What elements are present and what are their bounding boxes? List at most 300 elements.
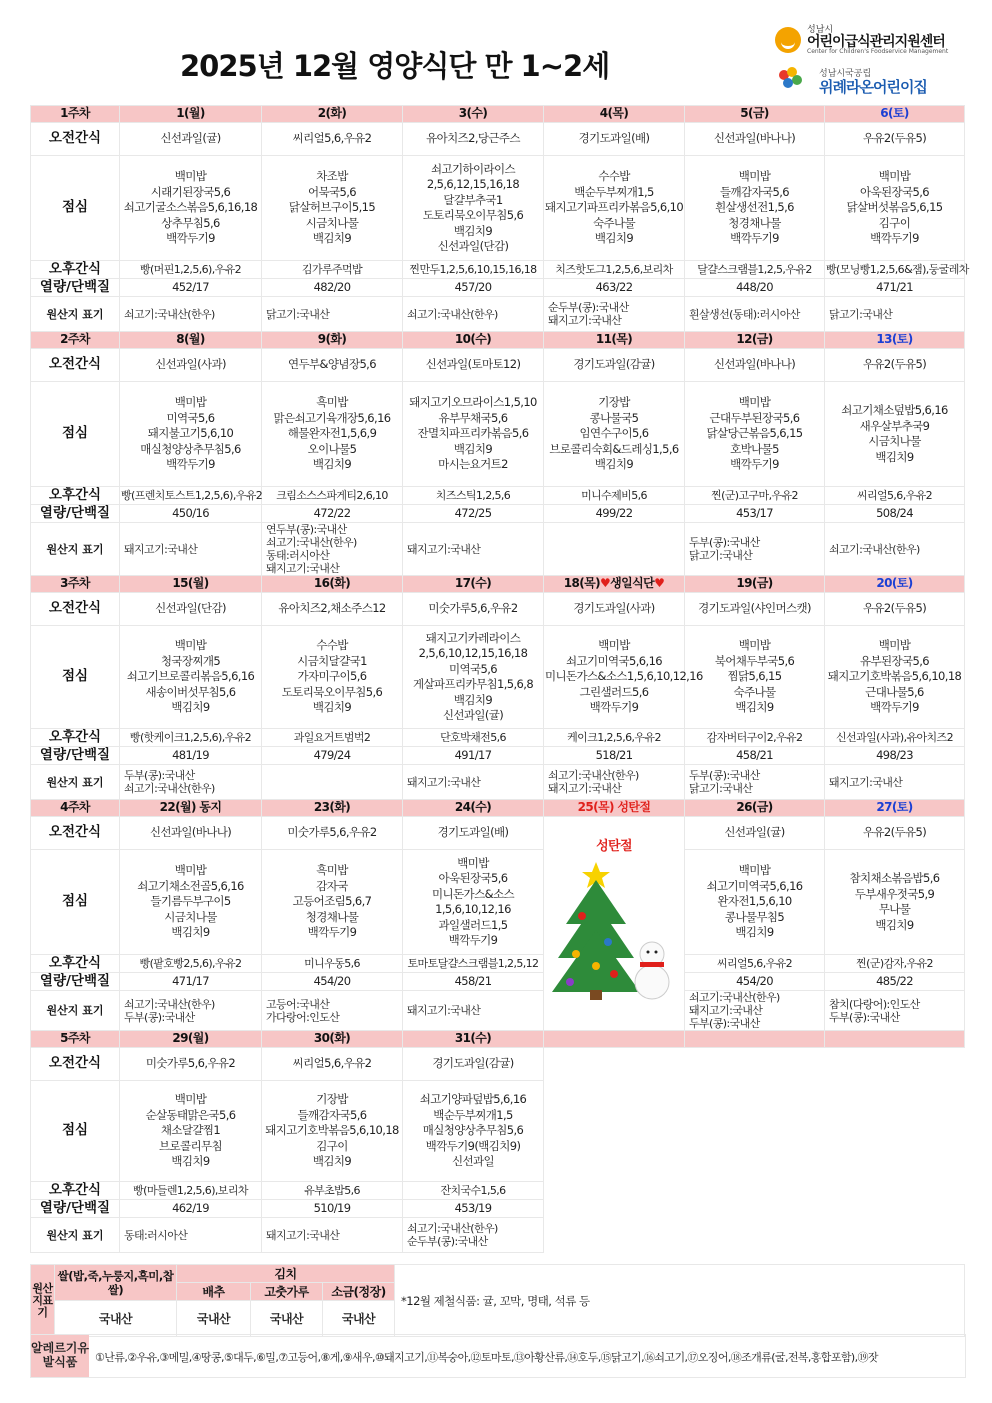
origin-item: 돼지고기:국내산	[548, 314, 622, 327]
lunch-menu-cell	[262, 1081, 403, 1182]
origin-cell	[262, 1218, 403, 1253]
origin-cell	[262, 297, 403, 332]
lunch-menu-item: 도토리묵오이무침5,6	[281, 684, 383, 699]
lunch-menu-item: 백김치9	[171, 700, 210, 715]
lunch-menu-cell	[120, 1081, 262, 1182]
lunch-menu-item: 미니돈가스&소스	[432, 886, 514, 901]
kcal-protein-cell: 508/24	[825, 505, 965, 523]
lunch-menu-cell	[544, 382, 685, 487]
am-row-label: 오전간식	[31, 1048, 120, 1081]
lunch-menu-item: 아욱된장국5,6	[859, 184, 930, 199]
origin-cell	[544, 523, 685, 576]
empty-cell	[544, 1081, 685, 1182]
empty-cell	[825, 1031, 965, 1048]
lunch-menu-item: 쇠고기하이라이스	[430, 161, 516, 176]
lunch-row-label: 점심	[31, 382, 120, 487]
lunch-menu-item: 찜닭5,6,15	[727, 669, 782, 684]
lunch-menu-item: 백깍두기9	[166, 457, 215, 472]
week-label: 2주차	[31, 332, 120, 349]
lunch-menu-item: 백깍두기9	[870, 700, 919, 715]
morning-snack-cell: 신선과일(귤)	[685, 817, 825, 850]
afternoon-snack-cell: 빵(핫케이크1,2,5,6),우유2	[120, 729, 262, 747]
origin-row	[31, 765, 965, 800]
am-row	[31, 1048, 965, 1081]
origin-cell	[403, 297, 544, 332]
lunch-menu-item: 해물완자전1,5,6,9	[287, 426, 377, 441]
empty-cell	[544, 1200, 685, 1218]
origin-item: 순두부(콩):국내산	[548, 301, 629, 314]
lunch-menu-item: 백깍두기9	[870, 231, 919, 246]
lunch-menu-item: 매실청양상추무침5,6	[140, 441, 241, 456]
lunch-menu-item: 순살동태맑은국5,6	[145, 1107, 236, 1122]
origin-item: 두부(콩):국내산	[124, 769, 195, 782]
origin-item: 쇠고기:국내산(한우)	[548, 769, 639, 782]
lunch-menu-item: 백미밥	[738, 638, 771, 653]
lunch-menu-item: 돼지고기오므라이스1,5,10	[409, 395, 537, 410]
lunch-menu-item: 숙주나물	[592, 215, 636, 230]
origin-item: 닭고기:국내산	[689, 549, 753, 562]
am-row-label: 오전간식	[31, 349, 120, 382]
day-header: 23(화)	[262, 800, 403, 817]
origin-cell	[403, 991, 544, 1031]
origin-cell	[825, 297, 965, 332]
center-city: 성남시	[807, 25, 834, 35]
lunch-menu-cell	[544, 156, 685, 261]
lunch-row-label: 점심	[31, 1081, 120, 1182]
cabbage-header: 배추	[177, 1283, 251, 1301]
lunch-menu-item: 채소달걀찜1	[160, 1123, 221, 1138]
salt-origin: 국내산	[323, 1301, 395, 1337]
lunch-row	[31, 156, 965, 261]
am-row-label: 오전간식	[31, 593, 120, 626]
lunch-menu-item: 두부새우젓국5,9	[854, 886, 935, 901]
lunch-menu-item: 콩나물국5	[589, 410, 639, 425]
kcal-row-label: 열량/단백질	[31, 279, 120, 297]
kcal-row	[31, 973, 965, 991]
lunch-menu-cell	[403, 626, 544, 729]
day-header: 11(목)	[544, 332, 685, 349]
christmas-tree-illustration	[552, 854, 676, 1004]
empty-cell	[825, 1048, 965, 1081]
lunch-menu-item: 백순두부찌개1,5	[574, 184, 654, 199]
lunch-menu-item: 백미밥	[457, 855, 489, 870]
lunch-menu-item: 미니돈가스&소스1,5,6,10,12,16	[545, 669, 703, 684]
afternoon-snack-cell: 미니우동5,6	[262, 955, 403, 973]
lunch-menu-item: 상추무침5,6	[161, 215, 220, 230]
lunch-menu-item: 오이나물5	[307, 441, 357, 456]
lunch-menu-item: 백깍두기9	[730, 231, 779, 246]
pepper-header: 고춧가루	[251, 1283, 323, 1301]
lunch-menu-item: 수수밥	[316, 638, 348, 653]
lunch-menu-cell	[120, 156, 262, 261]
lunch-menu-item: 백김치9	[875, 449, 914, 464]
origin-item: 돼지고기:국내산	[407, 542, 481, 556]
lunch-menu-item: 임연수구이5,6	[579, 426, 649, 441]
lunch-menu-item: 맑은쇠고기육개장5,6,16	[273, 410, 391, 425]
afternoon-snack-cell: 씨리얼5,6,우유2	[685, 955, 825, 973]
lunch-menu-item: 잔멸치파프리카볶음5,6	[417, 426, 529, 441]
lunch-menu-item: 백미밥	[174, 169, 207, 184]
origin-row	[31, 991, 965, 1031]
center-english: Center for Children's Foodservice Management	[807, 48, 949, 55]
center-name: 어린이급식관리지원센터	[807, 34, 945, 50]
origin-cell	[544, 297, 685, 332]
lunch-menu-item: 돼지고기호박볶음5,6,10,18	[265, 1123, 399, 1138]
origin-item: 가다랑어:인도산	[266, 1010, 340, 1024]
lunch-menu-item: 백미밥	[878, 638, 911, 653]
origin-item: 쇠고기:국내산(한우)	[689, 991, 780, 1004]
pm-row-label: 오후간식	[31, 487, 120, 505]
afternoon-snack-cell: 잔치국수1,5,6	[403, 1182, 544, 1200]
lunch-menu-item: 백김치9	[735, 925, 774, 940]
lunch-menu-item: 백깍두기9	[166, 231, 215, 246]
morning-snack-cell: 신선과일(사과)	[120, 349, 262, 382]
lunch-menu-cell	[262, 156, 403, 261]
kcal-protein-cell: 453/19	[403, 1200, 544, 1218]
kcal-protein-cell: 454/20	[685, 973, 825, 991]
kcal-protein-cell: 518/21	[544, 747, 685, 765]
lunch-menu-item: 매실청양상추무침5,6	[422, 1123, 524, 1138]
lunch-menu-item: 백김치9	[312, 231, 352, 246]
pm-row	[31, 261, 965, 279]
empty-cell	[685, 1048, 825, 1081]
morning-snack-cell: 연두부&양념장5,6	[262, 349, 403, 382]
kcal-protein-cell: 491/17	[403, 747, 544, 765]
morning-snack-cell: 신선과일(바나나)	[685, 123, 825, 156]
afternoon-snack-cell: 빵(팥호빵2,5,6),우유2	[120, 955, 262, 973]
lunch-menu-item: 흰살생선전1,5,6	[715, 200, 794, 215]
morning-snack-cell: 우유2(두유5)	[825, 817, 965, 850]
origin-footer-table	[30, 1264, 965, 1337]
lunch-menu-item: 감자국	[316, 878, 348, 893]
pm-row-label: 오후간식	[31, 1182, 120, 1200]
morning-snack-cell: 우유2(두유5)	[825, 349, 965, 382]
lunch-menu-item: 백미밥	[174, 1092, 207, 1107]
afternoon-snack-cell: 미니수제비5,6	[544, 487, 685, 505]
kcal-row	[31, 747, 965, 765]
lunch-menu-item: 차조밥	[316, 169, 348, 184]
empty-cell	[685, 1031, 825, 1048]
origin-cell	[262, 765, 403, 800]
morning-snack-cell: 미숫가루5,6,우유2	[403, 593, 544, 626]
day-header: 19(금)	[685, 576, 825, 593]
footer-side-label: 원산지표기	[31, 1265, 55, 1337]
lunch-menu-item: 브로콜리무침	[158, 1138, 223, 1153]
day-header: 6(토)	[825, 106, 965, 123]
morning-snack-cell: 신선과일(바나나)	[685, 349, 825, 382]
week-label: 4주차	[31, 800, 120, 817]
lunch-menu-item: 새송이버섯무침5,6	[145, 684, 236, 699]
origin-item: 돼지고기:국내산	[407, 1004, 481, 1017]
kcal-row-label: 열량/단백질	[31, 1200, 120, 1218]
kcal-protein-cell: 472/22	[262, 505, 403, 523]
origin-cell	[685, 765, 825, 800]
day-header: 13(토)	[825, 332, 965, 349]
kcal-row-label: 열량/단백질	[31, 747, 120, 765]
lunch-menu-item: 백미밥	[174, 638, 207, 653]
lunch-menu-cell	[403, 382, 544, 487]
lunch-menu-item: 백미밥	[878, 169, 911, 184]
lunch-row	[31, 382, 965, 487]
lunch-menu-item: 그린샐러드5,6	[579, 684, 649, 699]
lunch-menu-item: 백김치9	[453, 223, 493, 238]
lunch-menu-cell	[120, 626, 262, 729]
origin-cell	[120, 1218, 262, 1253]
lunch-menu-item: 흑미밥	[316, 395, 348, 410]
lunch-menu-item: 백김치9	[594, 231, 634, 246]
lunch-menu-cell	[685, 382, 825, 487]
lunch-menu-item: 완자전1,5,6,10	[717, 894, 792, 909]
week-header-row	[31, 576, 965, 593]
pm-row	[31, 487, 965, 505]
lunch-menu-item: 무나물	[878, 902, 911, 916]
lunch-menu-item: 달걀부추국1	[443, 192, 503, 207]
origin-item: 참치(다랑어):인도산	[829, 997, 920, 1011]
lunch-menu-item: 백김치9	[171, 1154, 210, 1169]
lunch-menu-cell	[825, 850, 965, 955]
afternoon-snack-cell: 감자버터구이2,우유2	[685, 729, 825, 747]
lunch-menu-item: 백김치9	[594, 457, 634, 472]
origin-item: 돼지고기:국내산	[124, 542, 198, 556]
morning-snack-cell: 경기도과일(배)	[403, 817, 544, 850]
lunch-menu-item: 들깨감자국5,6	[297, 1107, 367, 1122]
origin-row-label: 원산지 표기	[31, 297, 120, 332]
christmas-title: 성탄절	[596, 838, 632, 854]
lunch-menu-item: 마시는요거트2	[438, 457, 508, 472]
lunch-menu-item: 고등어조림5,6,7	[292, 894, 372, 909]
origin-cell	[685, 523, 825, 576]
morning-snack-cell: 씨리얼5,6,우유2	[262, 1048, 403, 1081]
lunch-menu-item: 쇠고기미역국5,6,16	[706, 878, 803, 893]
lunch-menu-item: 유부무채국5,6	[438, 410, 508, 425]
week-header-row	[31, 106, 965, 123]
afternoon-snack-cell: 치즈스틱1,2,5,6	[403, 487, 544, 505]
meal-table	[30, 105, 969, 1253]
kcal-protein-cell: 457/20	[403, 279, 544, 297]
origin-item: 돼지고기:국내산	[689, 1004, 763, 1017]
empty-cell	[825, 1081, 965, 1182]
origin-row-label: 원산지 표기	[31, 991, 120, 1031]
afternoon-snack-cell: 치즈핫도그1,2,5,6,보리차	[544, 261, 685, 279]
lunch-menu-item: 참치채소볶음밥5,6	[849, 871, 940, 885]
origin-item: 순두부(콩):국내산	[407, 1235, 488, 1248]
morning-snack-cell: 우유2(두유5)	[825, 123, 965, 156]
lunch-menu-item: 새우살부추국9	[859, 418, 930, 433]
lunch-menu-item: 쇠고기미역국5,6,16	[565, 653, 663, 668]
lunch-menu-cell	[825, 626, 965, 729]
origin-item: 흰살생선(동태):러시아산	[689, 307, 800, 321]
origin-item: 두부(콩):국내산	[689, 769, 760, 782]
lunch-menu-cell	[262, 850, 403, 955]
lunch-menu-item: 백김치9	[171, 925, 210, 940]
origin-item: 닭고기:국내산	[829, 307, 893, 321]
afternoon-snack-cell: 빵(마들렌1,2,5,6),보리차	[120, 1182, 262, 1200]
lunch-row-label: 점심	[31, 626, 120, 729]
lunch-menu-item: 시래기된장국5,6	[150, 184, 231, 199]
kcal-protein-cell: 482/20	[262, 279, 403, 297]
day-header: 31(수)	[403, 1031, 544, 1048]
origin-row-label: 원산지 표기	[31, 765, 120, 800]
pm-row	[31, 729, 965, 747]
morning-snack-cell: 신선과일(토마토12)	[403, 349, 544, 382]
day-header: 15(월)	[120, 576, 262, 593]
origin-item: 돼지고기:국내산	[266, 562, 340, 575]
afternoon-snack-cell: 유부초밥5,6	[262, 1182, 403, 1200]
empty-cell	[685, 1182, 825, 1200]
afternoon-snack-cell: 빵(프렌치토스트1,2,5,6),우유2	[120, 487, 262, 505]
lunch-menu-cell	[120, 382, 262, 487]
empty-cell	[825, 1218, 965, 1253]
origin-item: 두부(콩):국내산	[829, 1010, 900, 1024]
origin-cell	[403, 765, 544, 800]
lunch-menu-item: 시금치나물	[868, 434, 921, 448]
morning-snack-cell: 신선과일(바나나)	[120, 817, 262, 850]
day-header: 26(금)	[685, 800, 825, 817]
origin-item: 닭고기:국내산	[266, 307, 330, 321]
allergy-label: 알레르기유발식품	[31, 1335, 89, 1377]
day-header: 3(수)	[403, 106, 544, 123]
empty-cell	[544, 1048, 685, 1081]
week-label: 5주차	[31, 1031, 120, 1048]
origin-cell	[262, 991, 403, 1031]
daycare-name: 위례라온어린이집	[819, 78, 927, 96]
morning-snack-cell: 미숫가루5,6,우유2	[120, 1048, 262, 1081]
lunch-menu-cell	[262, 626, 403, 729]
day-header: 1(월)	[120, 106, 262, 123]
morning-snack-cell: 경기도과일(배)	[544, 123, 685, 156]
day-header: 10(수)	[403, 332, 544, 349]
lunch-menu-cell	[403, 850, 544, 955]
lunch-menu-cell	[262, 382, 403, 487]
morning-snack-cell: 미숫가루5,6,우유2	[262, 817, 403, 850]
lunch-menu-item: 백미밥	[738, 169, 771, 184]
origin-item: 두부(콩):국내산	[689, 1017, 760, 1030]
afternoon-snack-cell: 신선과일(사과),유아치즈2	[825, 729, 965, 747]
center-logo	[775, 22, 955, 58]
day-header: 12(금)	[685, 332, 825, 349]
morning-snack-cell: 씨리얼5,6,우유2	[262, 123, 403, 156]
origin-cell	[685, 297, 825, 332]
kcal-row	[31, 505, 965, 523]
lunch-menu-item: 백김치9	[312, 1154, 352, 1169]
origin-item: 동태:러시아산	[124, 1228, 188, 1242]
am-row-label: 오전간식	[31, 123, 120, 156]
am-row-label: 오전간식	[31, 817, 120, 850]
kcal-row	[31, 279, 965, 297]
pm-row-label: 오후간식	[31, 261, 120, 279]
kcal-protein-cell: 458/21	[685, 747, 825, 765]
lunch-menu-item: 돼지고기카레라이스	[425, 630, 521, 645]
christmas-cell	[544, 817, 685, 1031]
morning-snack-cell: 신선과일(단감)	[120, 593, 262, 626]
empty-cell	[544, 1218, 685, 1253]
origin-cell	[120, 765, 262, 800]
origin-row	[31, 523, 965, 576]
lunch-menu-item: 백미밥	[738, 863, 771, 878]
kcal-protein-cell: 454/20	[262, 973, 403, 991]
empty-cell	[544, 1031, 685, 1048]
origin-item: 두부(콩):국내산	[689, 536, 760, 549]
page-title: 2025년 12월 영양식단 만 1~2세	[180, 49, 610, 83]
lunch-menu-item: 백깍두기9	[448, 933, 498, 947]
origin-cell	[120, 297, 262, 332]
lunch-menu-item: 아욱된장국5,6	[438, 871, 508, 885]
lunch-menu-item: 기장밥	[316, 1092, 348, 1107]
lunch-menu-item: 들깨감자국5,6	[719, 184, 790, 199]
lunch-menu-item: 유부된장국5,6	[859, 653, 930, 668]
kcal-protein-cell: 479/24	[262, 747, 403, 765]
lunch-row	[31, 850, 965, 955]
origin-item: 연두부(콩):국내산	[266, 523, 347, 536]
lunch-menu-item: 닭살당근볶음5,6,15	[706, 426, 803, 441]
kcal-protein-cell: 485/22	[825, 973, 965, 991]
lunch-menu-item: 청국장찌개5	[160, 653, 221, 668]
lunch-menu-item: 근대두부된장국5,6	[709, 410, 800, 425]
lunch-row-label: 점심	[31, 850, 120, 955]
empty-cell	[825, 1182, 965, 1200]
lunch-menu-item: 시금치나물	[164, 909, 217, 924]
day-header: 24(수)	[403, 800, 544, 817]
lunch-menu-item: 1,5,6,10,12,16	[435, 902, 511, 916]
afternoon-snack-cell: 크림소스스파게티2,6,10	[262, 487, 403, 505]
lunch-menu-item: 백깍두기9	[307, 925, 357, 940]
kcal-protein-cell: 472/25	[403, 505, 544, 523]
origin-item: 돼지고기:국내산	[548, 782, 622, 795]
lunch-row-label: 점심	[31, 156, 120, 261]
day-header: 25(목) 성탄절	[544, 800, 685, 817]
origin-item: 쇠고기:국내산(한우)	[829, 542, 920, 556]
morning-snack-cell: 경기도과일(감귤)	[544, 349, 685, 382]
lunch-menu-item: 쇠고기채소전골5,6,16	[137, 878, 244, 893]
lunch-menu-item: 백김치9	[735, 700, 774, 715]
lunch-menu-item: 미역국5,6	[448, 661, 497, 676]
lunch-menu-item: 미역국5,6	[166, 410, 215, 425]
lunch-menu-item: 들기름두부구이5	[150, 894, 231, 909]
pm-row	[31, 1182, 965, 1200]
empty-cell	[685, 1081, 825, 1182]
afternoon-snack-cell: 케이크1,2,5,6,우유2	[544, 729, 685, 747]
empty-cell	[685, 1218, 825, 1253]
kcal-protein-cell: 463/22	[544, 279, 685, 297]
lunch-menu-cell	[825, 382, 965, 487]
morning-snack-cell: 신선과일(귤)	[120, 123, 262, 156]
origin-row-label: 원산지 표기	[31, 523, 120, 576]
lunch-menu-item: 신선과일(귤)	[442, 708, 504, 722]
afternoon-snack-cell: 토마토달걀스크램블1,2,5,12	[403, 955, 544, 973]
day-header: 2(화)	[262, 106, 403, 123]
lunch-menu-item: 가자미구이5,6	[297, 669, 367, 684]
origin-row	[31, 297, 965, 332]
morning-snack-cell: 우유2(두유5)	[825, 593, 965, 626]
day-header: 20(토)	[825, 576, 965, 593]
lunch-menu-item: 근대나물5,6	[865, 684, 924, 699]
day-header: 9(화)	[262, 332, 403, 349]
lunch-menu-item: 김구이	[316, 1138, 348, 1153]
kcal-row-label: 열량/단백질	[31, 973, 120, 991]
week-header-row	[31, 1031, 965, 1048]
empty-cell	[825, 1200, 965, 1218]
afternoon-snack-cell: 빵(머핀1,2,5,6),우유2	[120, 261, 262, 279]
lunch-menu-item: 백깍두기9	[730, 457, 779, 472]
pepper-origin: 국내산	[251, 1301, 323, 1337]
allergy-box	[30, 1334, 966, 1378]
origin-cell	[825, 991, 965, 1031]
lunch-menu-item: 게살파프리카무침1,5,6,8	[412, 677, 534, 691]
origin-item: 쇠고기:국내산(한우)	[266, 536, 357, 549]
origin-item: 돼지고기:국내산	[829, 775, 903, 789]
afternoon-snack-cell: 찐만두1,2,5,6,10,15,16,18	[403, 261, 544, 279]
lunch-menu-cell	[685, 626, 825, 729]
